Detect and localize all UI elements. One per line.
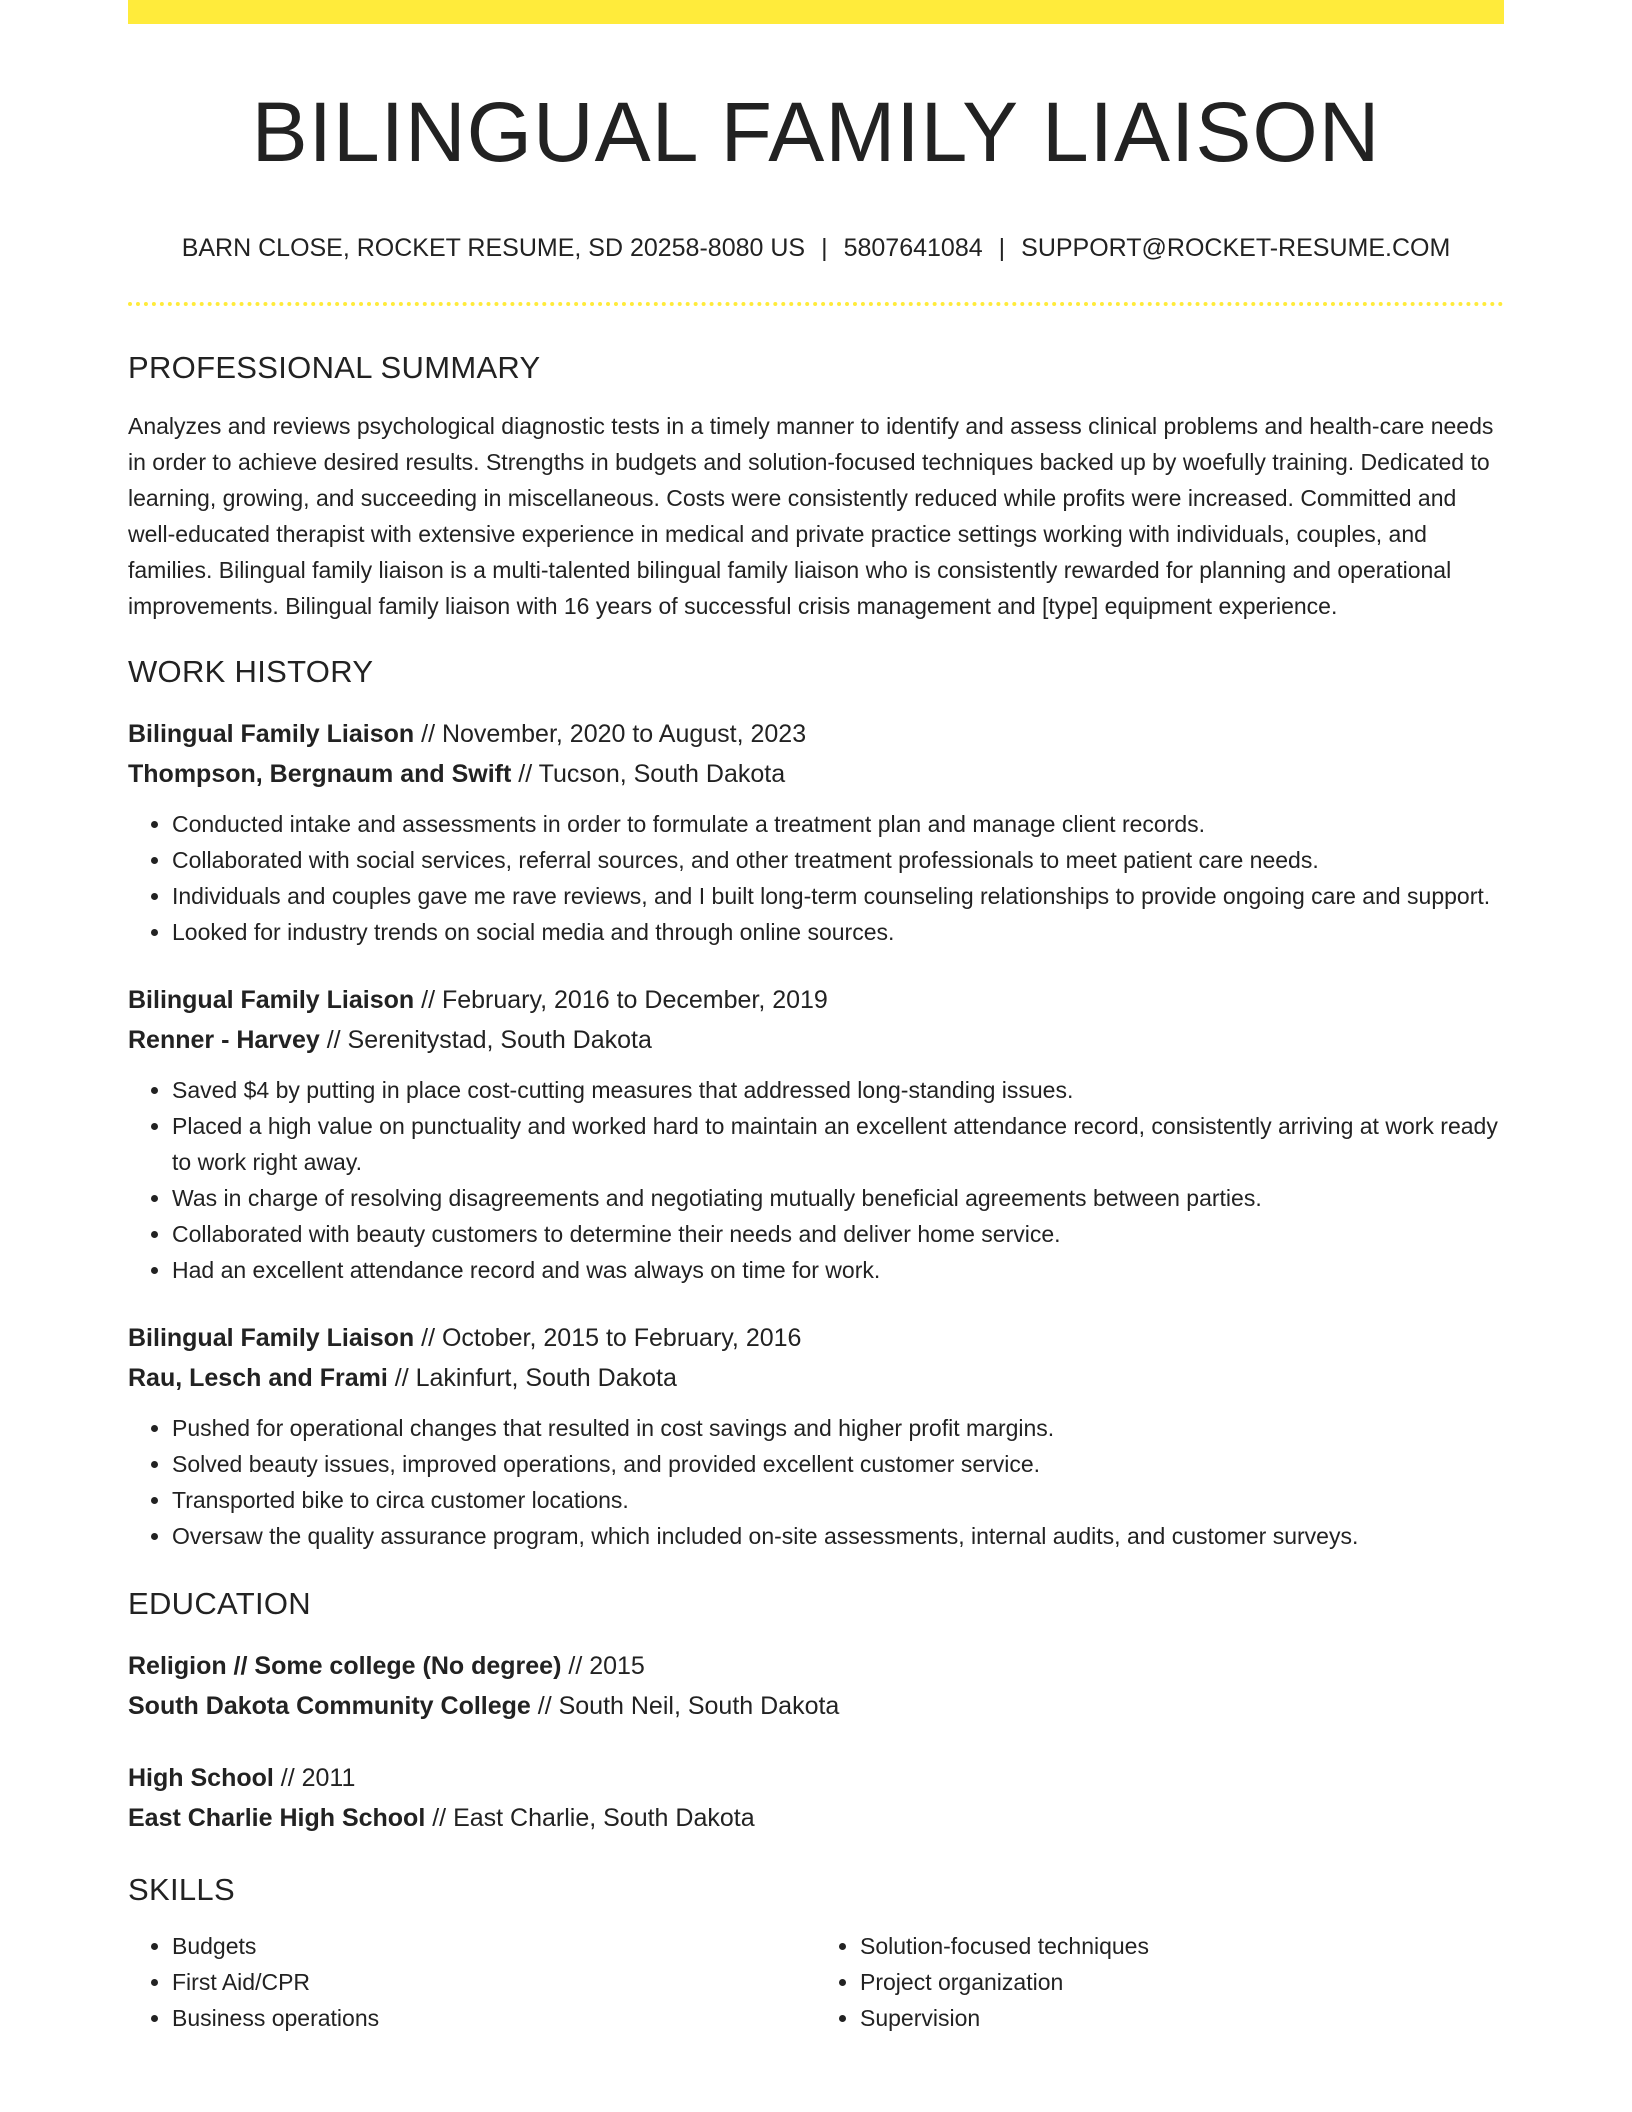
job-title-line [128,714,1504,754]
education-heading: EDUCATION [128,1586,311,1621]
education-entry [128,1646,1504,1726]
job-bullet: • Solved beauty issues, improved operations, and provided excellent customer service. [172,1446,1504,1482]
education-year: // 2011 [273,1764,356,1792]
summary-text: Analyzes and reviews psychological diagnostic tests in a timely manner to identify and assess clinical problems and health-care needs in order to achieve desired results. Strengths in budgets and solution-focused techniques backed up by woefully training. Dedicated to learning, growing, and succeeding in miscellaneous. Costs were consistently reduced while profits were increased. Committed and well-educated therapist with extensive experience in medical and private practice settings working with individuals, couples, and families. Bilingual family liaison is a multi-talented bilingual family liaison who is consistently rewarded for planning and operational improvements. Bilingual family liaison with 16 years of successful crisis management and [type] equipment experience. [128,413,1494,619]
job-role: Bilingual Family Liaison [128,986,415,1014]
job-company: Thompson, Bergnaum and Swift [128,760,512,788]
contact-separator: | [821,234,828,262]
education-location: // East Charlie, South Dakota [425,1804,755,1832]
job-company: Renner - Harvey [128,1026,320,1054]
contact-line [128,232,1504,264]
education-year: // 2015 [561,1652,645,1680]
education-school: East Charlie High School [128,1804,426,1832]
resume-page [128,0,1504,2036]
education-degree-line [128,1758,1504,1798]
contact-phone[interactable]: 5807641084 [843,234,983,262]
education-school-line [128,1686,1504,1726]
job-bullet: • Was in charge of resolving disagreements and negotiating mutually beneficial agreements between parties. [172,1180,1504,1216]
skills-list [816,1928,1504,2036]
skill-item: • First Aid/CPR [172,1964,816,2000]
job-bullet: • Saved $4 by putting in place cost-cutting measures that addressed long-standing issues. [172,1072,1504,1108]
job-entry [128,1318,1504,1554]
education-entry [128,1758,1504,1838]
work-history-heading: WORK HISTORY [128,654,374,689]
job-bullet: • Pushed for operational changes that resulted in cost savings and higher profit margins. [172,1410,1504,1446]
job-dates: // October, 2015 to February, 2016 [414,1324,802,1352]
skill-item: • Business operations [172,2000,816,2036]
job-location: // Tucson, South Dakota [511,760,786,788]
skill-item: • Budgets [172,1928,816,1964]
job-company-line [128,754,1504,794]
job-bullet: • Oversaw the quality assurance program, which included on-site assessments, internal audits, and customer surveys. [172,1518,1504,1554]
job-bullet: • Had an excellent attendance record and was always on time for work. [172,1252,1504,1288]
dotted-divider [128,302,1504,306]
education-location: // South Neil, South Dakota [530,1692,840,1720]
skill-item: • Solution-focused techniques [860,1928,1504,1964]
skills-column-right [816,1928,1504,2036]
accent-top-bar [128,0,1504,24]
job-title-line [128,1318,1504,1358]
education-degree: High School [128,1764,274,1792]
job-bullets [128,1072,1504,1288]
job-role: Bilingual Family Liaison [128,1324,415,1352]
summary-heading: PROFESSIONAL SUMMARY [128,350,541,385]
job-dates: // November, 2020 to August, 2023 [414,720,807,748]
job-bullet: • Collaborated with social services, referral sources, and other treatment professionals to meet patient care needs. [172,842,1504,878]
job-title-line [128,980,1504,1020]
job-entry [128,980,1504,1288]
contact-separator: | [998,234,1006,262]
job-bullet: • Collaborated with beauty customers to determine their needs and deliver home service. [172,1216,1504,1252]
education-degree: Religion // Some college (No degree) [128,1652,562,1680]
job-location: // Serenitystad, South Dakota [319,1026,652,1054]
job-bullet: • Individuals and couples gave me rave reviews, and I built long-term counseling relationships to provide ongoing care and support. [172,878,1504,914]
skills-grid [128,1928,1504,2036]
education-degree-line [128,1646,1504,1686]
job-role: Bilingual Family Liaison [128,720,415,748]
job-company-line [128,1358,1504,1398]
contact-address: BARN CLOSE, ROCKET RESUME, SD 20258-8080 US [181,234,806,262]
resume-name: BILINGUAL FAMILY LIAISON [251,85,1381,179]
skills-heading: SKILLS [128,1872,235,1907]
skill-item: • Supervision [860,2000,1504,2036]
job-company-line [128,1020,1504,1060]
education-school: South Dakota Community College [128,1692,531,1720]
job-bullet: • Transported bike to circa customer locations. [172,1482,1504,1518]
job-entry [128,714,1504,950]
job-bullets [128,1410,1504,1554]
job-bullet: • Placed a high value on punctuality and worked hard to maintain an excellent attendance record, consistently arriving at work ready to work right away. [172,1108,1504,1180]
job-company: Rau, Lesch and Frami [128,1364,388,1392]
skill-item: • Project organization [860,1964,1504,2000]
contact-email[interactable]: SUPPORT@ROCKET-RESUME.COM [1021,234,1451,262]
job-dates: // February, 2016 to December, 2019 [414,986,828,1014]
job-bullet: • Conducted intake and assessments in order to formulate a treatment plan and manage client records. [172,806,1504,842]
job-bullets [128,806,1504,950]
job-location: // Lakinfurt, South Dakota [387,1364,677,1392]
job-bullet: • Looked for industry trends on social media and through online sources. [172,914,1504,950]
skills-list [128,1928,816,2036]
skills-column-left [128,1928,816,2036]
education-school-line [128,1798,1504,1838]
